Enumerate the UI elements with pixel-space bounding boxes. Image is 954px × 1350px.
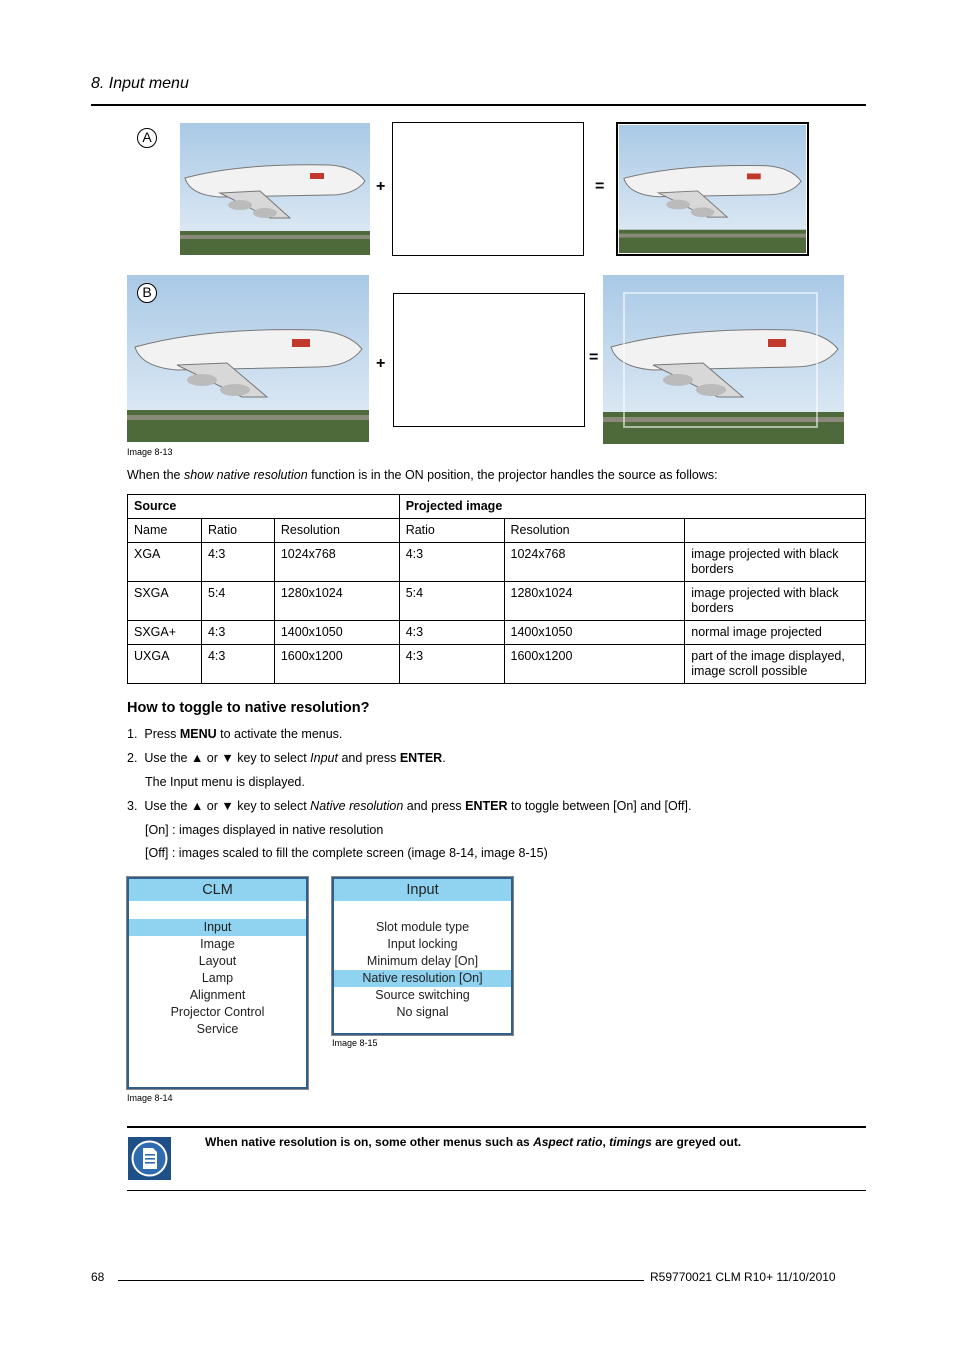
table-cell: 4:3 [201,543,274,582]
source-airplane-image-a [180,123,370,255]
chapter-title: 8. Input menu [91,75,189,92]
key-enter: ENTER [465,799,508,813]
step-text: to toggle between [On] and [Off]. [507,799,692,813]
osd-menu-item-layout[interactable]: Layout [198,954,237,968]
osd-menu-item-slot-module-type[interactable]: Slot module type [375,920,470,934]
table-cell: XGA [128,543,202,582]
step-text: Use the ▲ or ▼ key to select [144,799,311,813]
table-cell: 1280x1024 [274,582,399,621]
table-cell: 1400x1050 [504,621,685,645]
footer-divider [118,1280,644,1281]
step-text: Press [144,727,180,741]
table-group-header-projected: Projected image [399,495,865,519]
table-column-header-row [128,519,866,543]
option-off: [Off] : images scaled to fill the complete screen (image 8-14, image 8-15) [145,846,548,860]
table-cell: 1024x768 [504,543,685,582]
intro-paragraph [127,468,718,482]
table-cell: UXGA [128,645,202,684]
step-number: 2. [127,751,138,765]
step-1 [127,727,342,741]
projector-screen-a [392,122,584,256]
intro-text-before: When the [127,468,184,482]
table-cell: 5:4 [201,582,274,621]
step-number: 3. [127,799,138,813]
step-2-result: The Input menu is displayed. [145,775,305,789]
osd-menu-clm [127,877,308,1089]
figure-caption-8-14: Image 8-14 [127,1093,173,1103]
native-resolution-table [127,494,866,684]
table-column-header [685,519,866,543]
result-screen-a [616,122,809,256]
table-cell: 1600x1200 [504,645,685,684]
plus-sign-b: + [376,355,386,372]
osd-menu-item-minimum-delay[interactable]: Minimum delay [On] [366,954,479,968]
osd-menu-item-source-switching[interactable]: Source switching [375,988,470,1002]
table-column-header: Resolution [274,519,399,543]
projected-airplane-image-a [619,125,806,253]
table-cell: part of the image displayed, image scroll possible [685,645,866,684]
osd-menu-item-lamp[interactable]: Lamp [201,971,234,985]
source-airplane-image-b [127,275,369,442]
menu-item-reference: Native resolution [310,799,404,813]
table-row [128,621,866,645]
key-enter: ENTER [399,751,443,765]
note-icon [128,1137,171,1180]
equals-sign-a: = [595,178,605,195]
osd-menu-input [332,877,513,1035]
table-cell: 1024x768 [274,543,399,582]
table-column-header: Name [128,519,202,543]
table-row [128,543,866,582]
note-term-timings: timings [609,1135,652,1149]
table-cell: 4:3 [399,543,504,582]
figure-caption-8-13: Image 8-13 [127,447,173,457]
option-on: [On] : images displayed in native resolution [145,823,384,837]
table-cell: image projected with black borders [685,582,866,621]
table-row [128,582,866,621]
osd-menu-item-native-resolution[interactable]: Native resolution [On] [334,970,511,987]
label-b-badge: B [137,283,157,303]
table-column-header: Ratio [399,519,504,543]
note-text-part: When native resolution is on, some other menus such as [205,1135,534,1149]
table-cell: 4:3 [201,645,274,684]
projector-screen-b [393,293,585,427]
step-3 [127,799,691,813]
step-2 [127,751,446,765]
table-column-header: Ratio [201,519,274,543]
table-cell: 4:3 [201,621,274,645]
osd-menu-title: CLM [129,879,306,901]
osd-menu-item-alignment[interactable]: Alignment [189,988,246,1002]
menu-item-reference: Input [310,751,338,765]
intro-text-after: function is in the ON position, the projector handles the source as follows: [307,468,718,482]
table-column-header: Resolution [504,519,685,543]
osd-menu-item-projector-control[interactable]: Projector Control [170,1005,265,1019]
step-text: Use the ▲ or ▼ key to select [144,751,311,765]
table-group-header-source: Source [128,495,400,519]
key-menu: MENU [179,727,217,741]
osd-menu-item-input[interactable]: Input [129,919,306,936]
osd-menu-item-image[interactable]: Image [200,937,235,951]
table-cell: 1280x1024 [504,582,685,621]
table-cell: SXGA [128,582,202,621]
step-text: and press [403,799,466,813]
table-row [128,645,866,684]
osd-menu-item-no-signal[interactable]: No signal [396,1005,449,1019]
table-group-header-row [128,495,866,519]
step-number: 1. [127,727,138,741]
osd-menu-item-service[interactable]: Service [196,1022,239,1036]
note-text-part: are greyed out. [651,1135,742,1149]
table-cell: image projected with black borders [685,543,866,582]
step-text: . [442,751,446,765]
note-term-aspect-ratio: Aspect ratio [533,1135,603,1149]
document-reference: R59770021 CLM R10+ 11/10/2010 [650,1270,836,1284]
table-cell: 4:3 [399,645,504,684]
note-text-part: , [602,1135,610,1149]
label-a-badge: A [137,128,157,148]
page-number: 68 [91,1270,105,1284]
note-bottom-rule [127,1190,866,1191]
step-text: to activate the menus. [216,727,343,741]
section-heading: How to toggle to native resolution? [127,700,370,716]
projected-airplane-image-b [603,275,844,444]
header-divider [91,104,866,106]
table-cell: 1400x1050 [274,621,399,645]
step-text: and press [337,751,400,765]
intro-term: show native resolution [183,468,308,482]
plus-sign-a: + [376,178,386,195]
table-cell: SXGA+ [128,621,202,645]
table-cell: 4:3 [399,621,504,645]
osd-menu-item-input-locking[interactable]: Input locking [387,937,458,951]
table-cell: 5:4 [399,582,504,621]
figure-caption-8-15: Image 8-15 [332,1038,378,1048]
table-cell: normal image projected [685,621,866,645]
table-cell: 1600x1200 [274,645,399,684]
equals-sign-b: = [589,349,599,366]
note-top-rule [127,1126,866,1128]
note-text [205,1135,741,1149]
osd-menu-title: Input [334,879,511,901]
